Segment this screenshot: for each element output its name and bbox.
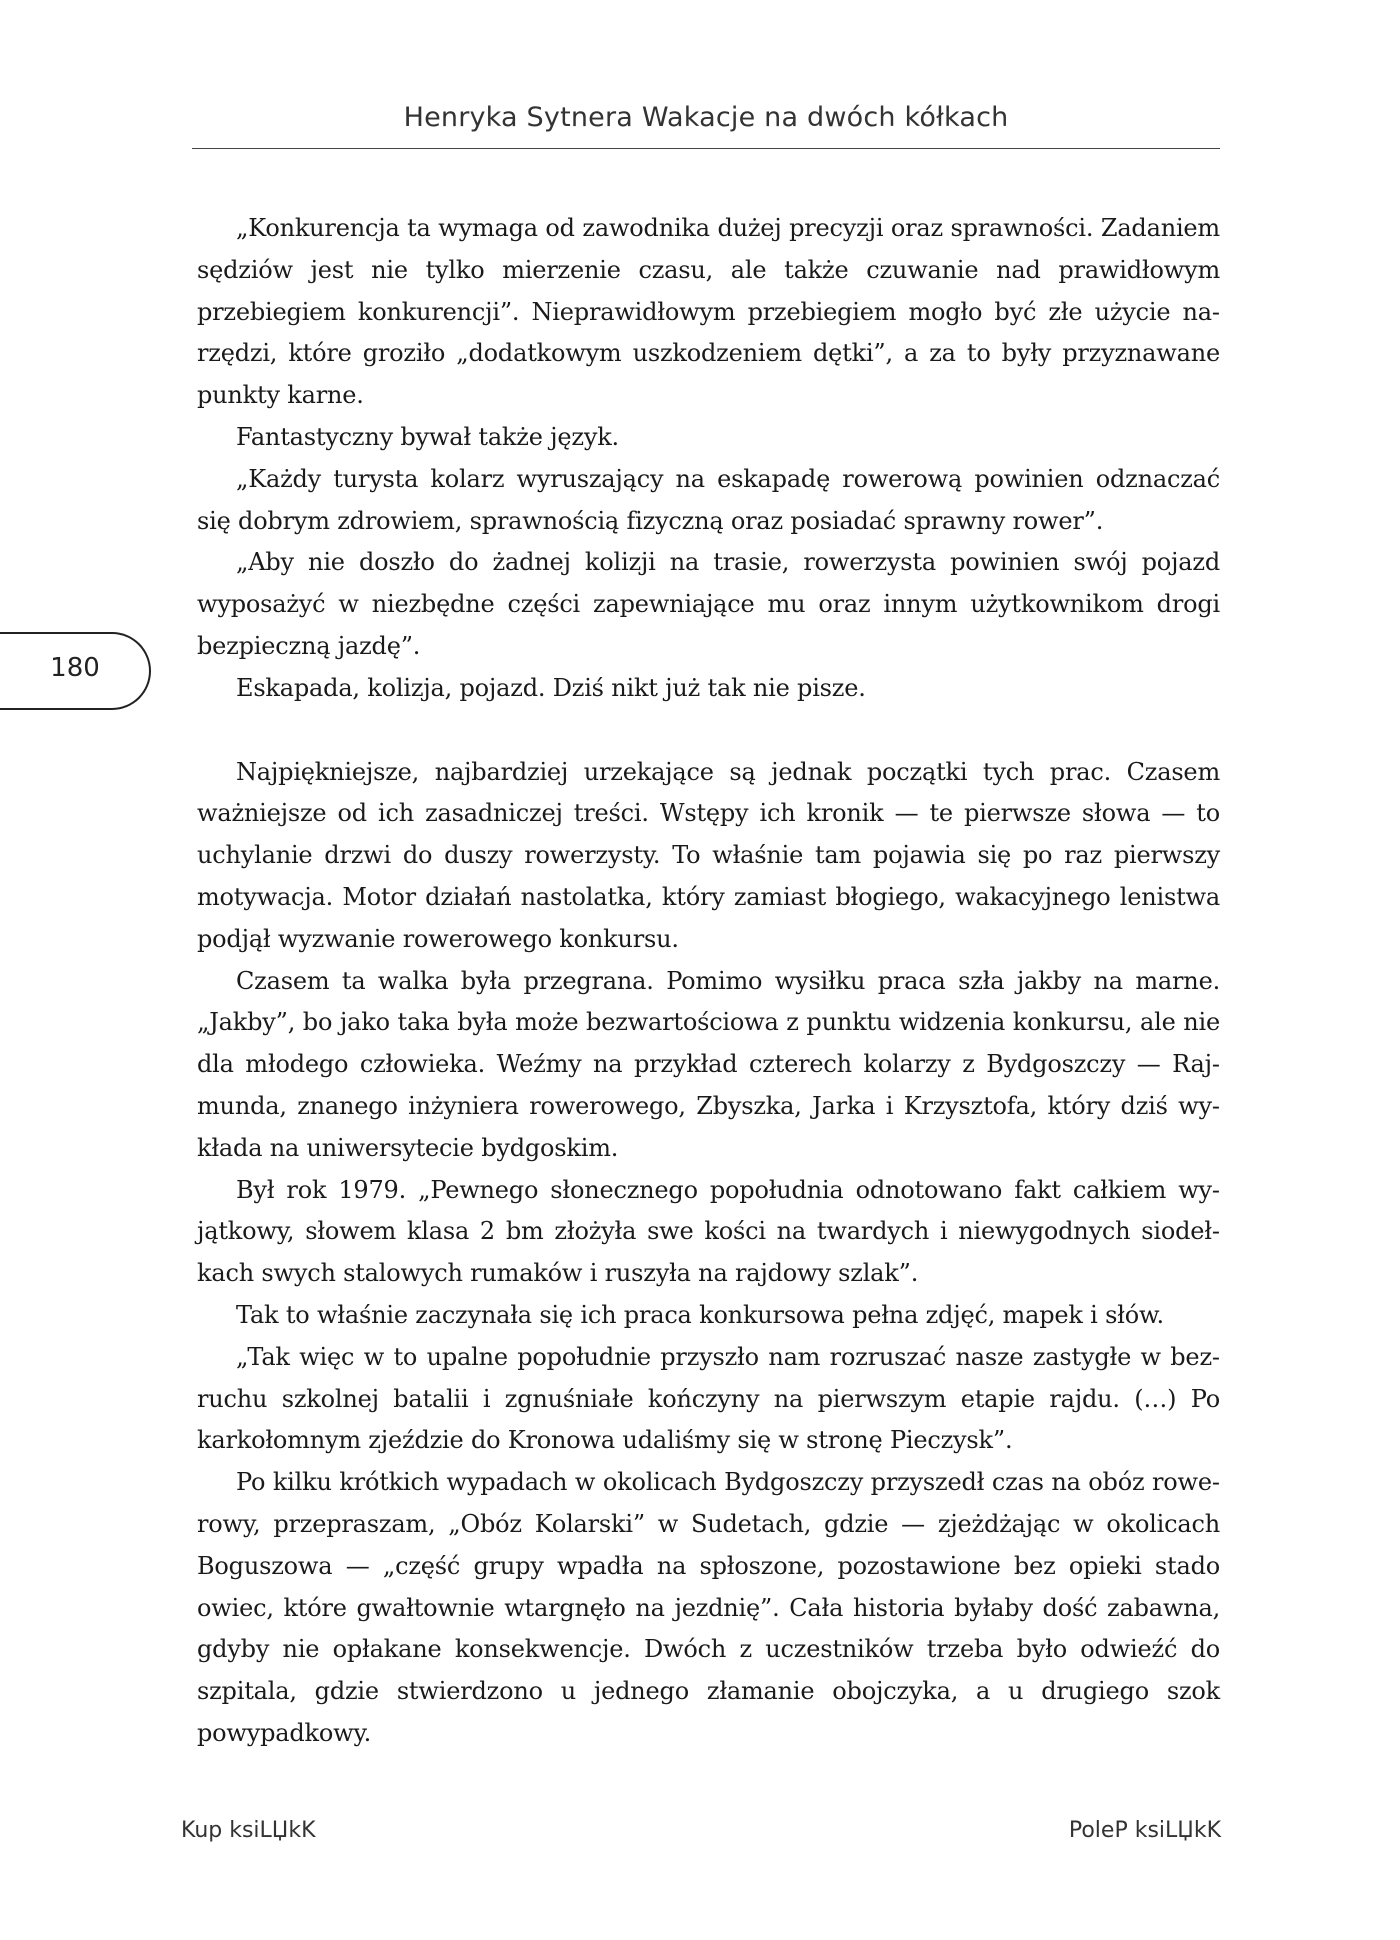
paragraph: „Aby nie doszło do żadnej kolizji na trasie, rowerzysta powinien swój pojazd wyposażyć w niezbędne części zapewniające mu oraz innym użytkownikom drogi bezpieczną jazdę”. — [197, 548, 1220, 660]
paragraph: „Konkurencja ta wymaga od zawodnika dużej precyzji oraz sprawności. Zadaniem sędziów jest nie tylko mierzenie czasu, ale także czuwanie nad prawidłowym przebiegiem konkurencji”. Nieprawidłowym przebiegiem mogło być złe użycie narzędzi, które groziło „dodatkowym uszkodzeniem dętki”, a za to były przyznawane punkty karne. — [197, 214, 1220, 410]
running-header: Henryka Sytnera Wakacje na dwóch kółkach — [403, 102, 1009, 133]
body-text — [197, 208, 1220, 1755]
paragraph: Najpiękniejsze, najbardziej urzekające są jednak początki tych prac. Czasem ważniejsze od ich zasadniczej treści. Wstępy ich kronik — te pierwsze słowa — to uchylanie drzwi do duszy rowerzysty. To właśnie tam pojawia się po raz pierwszy motywacja. Motor działań nastolatka, który zamiast błogiego, wakacyjnego lenistwa podjął wyzwanie rowerowego konkursu. — [197, 757, 1220, 953]
paragraph: Czasem ta walka była przegrana. Pomimo wysiłku praca szła jakby na marne. „Jakby”, bo jako taka była może bezwartościowa z punktu widzenia konkursu, ale nie dla młodego człowieka. Weźmy na przykład czterech kolarzy z Bydgoszczy — Rajmunda, znanego inżyniera rowerowego, Zbyszka, Jarka i Krzysztofa, który dziś wykłada na uniwersytecie bydgoskim. — [197, 966, 1220, 1162]
footer-recommend-book-link[interactable]: PoleP ksiLЏkK — [1068, 1818, 1221, 1843]
paragraph: Tak to właśnie zaczynała się ich praca konkursowa pełna zdjęć, mapek i słów. — [236, 1300, 1164, 1329]
paragraph: Był rok 1979. „Pewnego słonecznego popołudnia odnotowano fakt całkiem wyjątkowy, słowem klasa 2 bm złożyła swe kości na twardych i niewygodnych siodełkach swych stalowych rumaków i ruszyła na rajdowy szlak”. — [197, 1175, 1220, 1288]
paragraph: „Tak więc w to upalne popołudnie przyszło nam rozruszać nasze zastygłe w bezruchu szkolnej batalii i zgnuśniałe kończyny na pierwszym etapie rajdu. (…) Po karkołomnym zjeździe do Kronowa udaliśmy się w stronę Pieczysk”. — [197, 1342, 1220, 1455]
paragraph: Fantastyczny bywał także język. — [236, 422, 619, 451]
paragraph: Po kilku krótkich wypadach w okolicach Bydgoszczy przyszedł czas na obóz rowerowy, przepraszam, „Obóz Kolarski” w Sudetach, gdzie — zjeżdżając w okolicach Boguszowa — „część grupy wpadła na spłoszone, pozostawione bez opieki stado owiec, które gwałtownie wtargnęło na jezdnię”. Cała historia byłaby dość zabawna, gdyby nie opłakane konsekwencje. Dwóch z uczestników trzeba było odwieźć do szpitala, gdzie stwierdzono u jednego złamanie obojczyka, a u drugiego szok powypadkowy. — [197, 1468, 1220, 1747]
header-rule — [192, 148, 1220, 149]
paragraph: „Każdy turysta kolarz wyruszający na eskapadę rowerową powinien odznaczać się dobrym zdrowiem, sprawnością fizyczną oraz posiadać sprawny rower”. — [197, 464, 1220, 535]
section-gap — [197, 710, 1220, 752]
footer-buy-book-link[interactable]: Kup ksiLЏkK — [181, 1818, 316, 1843]
paragraph: Eskapada, kolizja, pojazd. Dziś nikt już tak nie pisze. — [236, 673, 866, 702]
page-number: 180 — [50, 653, 100, 683]
